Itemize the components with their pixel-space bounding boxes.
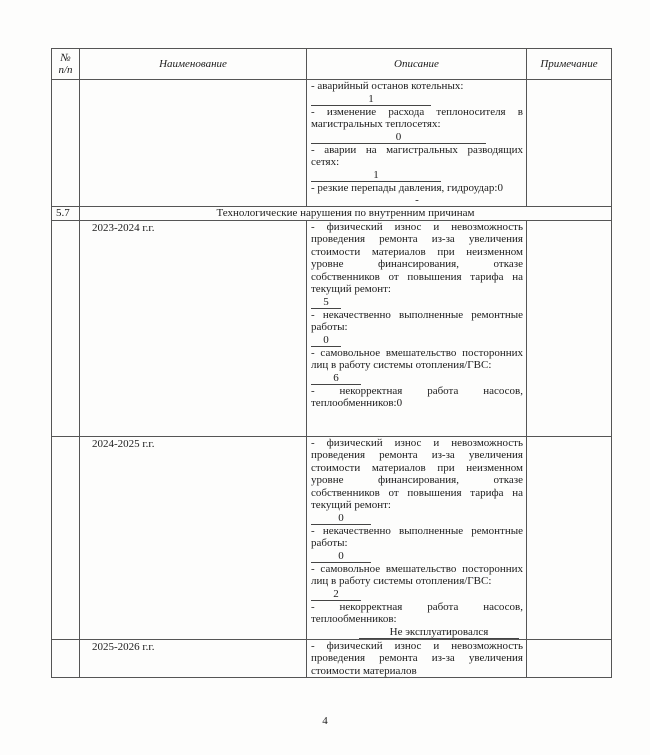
num-cell	[52, 80, 80, 207]
table-row	[52, 639, 612, 678]
item-value-line	[311, 334, 523, 347]
item-value: 1	[311, 170, 441, 182]
description-cell	[307, 80, 527, 207]
item-label: - самовольное вмешательство посторонних лиц в работу системы отопления/ГВС:	[311, 346, 523, 371]
item-value: 0	[311, 551, 371, 563]
name-cell	[80, 80, 307, 207]
item-value-line	[311, 626, 523, 639]
item-label: - некорректная работа насосов, теплообменников:0	[311, 384, 523, 409]
note-cell	[527, 639, 612, 678]
item-label: - физический износ и невозможность проведения ремонта из-за увеличения стоимости материалов	[311, 639, 523, 677]
note-cell	[527, 220, 612, 436]
spacer	[311, 423, 523, 436]
description-cell	[307, 639, 527, 678]
item-label: - некорректная работа насосов, теплообменников:	[311, 600, 523, 625]
section-num: 5.7	[52, 207, 80, 221]
header-description: Описание	[307, 49, 527, 80]
item-value: 2	[311, 589, 361, 601]
period-name: 2024-2025 г.г.	[80, 436, 307, 639]
item-value-line	[311, 296, 523, 309]
item-label: - физический износ и невозможность проведения ремонта из-за увеличения стоимости материалов при неизменном уровне финансирования, отказе собственников от повышения тарифа на текущий ремонт:	[311, 436, 523, 511]
item-value-line	[311, 372, 523, 385]
header-num: № п/п	[52, 49, 80, 80]
item-label: - аварии на магистральных разводящих сетях:	[311, 143, 523, 168]
section-title: Технологические нарушения по внутренним причинам	[80, 207, 612, 221]
period-name: 2025-2026 г.г.	[80, 639, 307, 678]
spacer	[311, 410, 523, 423]
period-name: 2023-2024 г.г.	[80, 220, 307, 436]
item-value: Не эксплуатировался	[359, 627, 519, 639]
item-label: - изменение расхода теплоносителя в магистральных теплосетях:	[311, 105, 523, 130]
header-name: Наименование	[80, 49, 307, 80]
table-row	[52, 436, 612, 639]
note-cell	[527, 80, 612, 207]
item-label: - некачественно выполненные ремонтные работы:	[311, 308, 523, 333]
description-cell	[307, 436, 527, 639]
item-value-line	[311, 512, 523, 525]
num-cell	[52, 639, 80, 678]
item-value-line	[311, 550, 523, 563]
item-value: 0	[311, 132, 486, 144]
item-label: - резкие перепады давления, гидроудар:0	[311, 181, 503, 194]
item-value: 0	[311, 513, 371, 525]
item-value-line	[311, 131, 523, 144]
item-label: - аварийный останов котельных:	[311, 80, 464, 92]
section-row	[52, 207, 612, 221]
header-note: Примечание	[527, 49, 612, 80]
table-header-row	[52, 49, 612, 80]
item-value-line	[311, 588, 523, 601]
dash-mark: -	[415, 194, 419, 206]
item-label: - самовольное вмешательство посторонних лиц в работу системы отопления/ГВС:	[311, 562, 523, 587]
item-value: 6	[311, 373, 361, 385]
note-cell	[527, 436, 612, 639]
item-value: 5	[311, 297, 341, 309]
num-cell	[52, 436, 80, 639]
table-row	[52, 220, 612, 436]
description-cell	[307, 220, 527, 436]
item-value: 1	[311, 94, 431, 106]
num-cell	[52, 220, 80, 436]
item-value-line	[311, 93, 523, 106]
item-label: - физический износ и невозможность проведения ремонта из-за увеличения стоимости материалов при неизменном уровне финансирования, отказе собственников от повышения тарифа на текущий ремонт:	[311, 220, 523, 295]
item-value: 0	[311, 335, 341, 347]
page-number: 4	[322, 715, 328, 727]
item-value-line	[311, 169, 523, 182]
table-row	[52, 80, 612, 207]
document-table	[51, 48, 612, 678]
item-label: - некачественно выполненные ремонтные работы:	[311, 524, 523, 549]
